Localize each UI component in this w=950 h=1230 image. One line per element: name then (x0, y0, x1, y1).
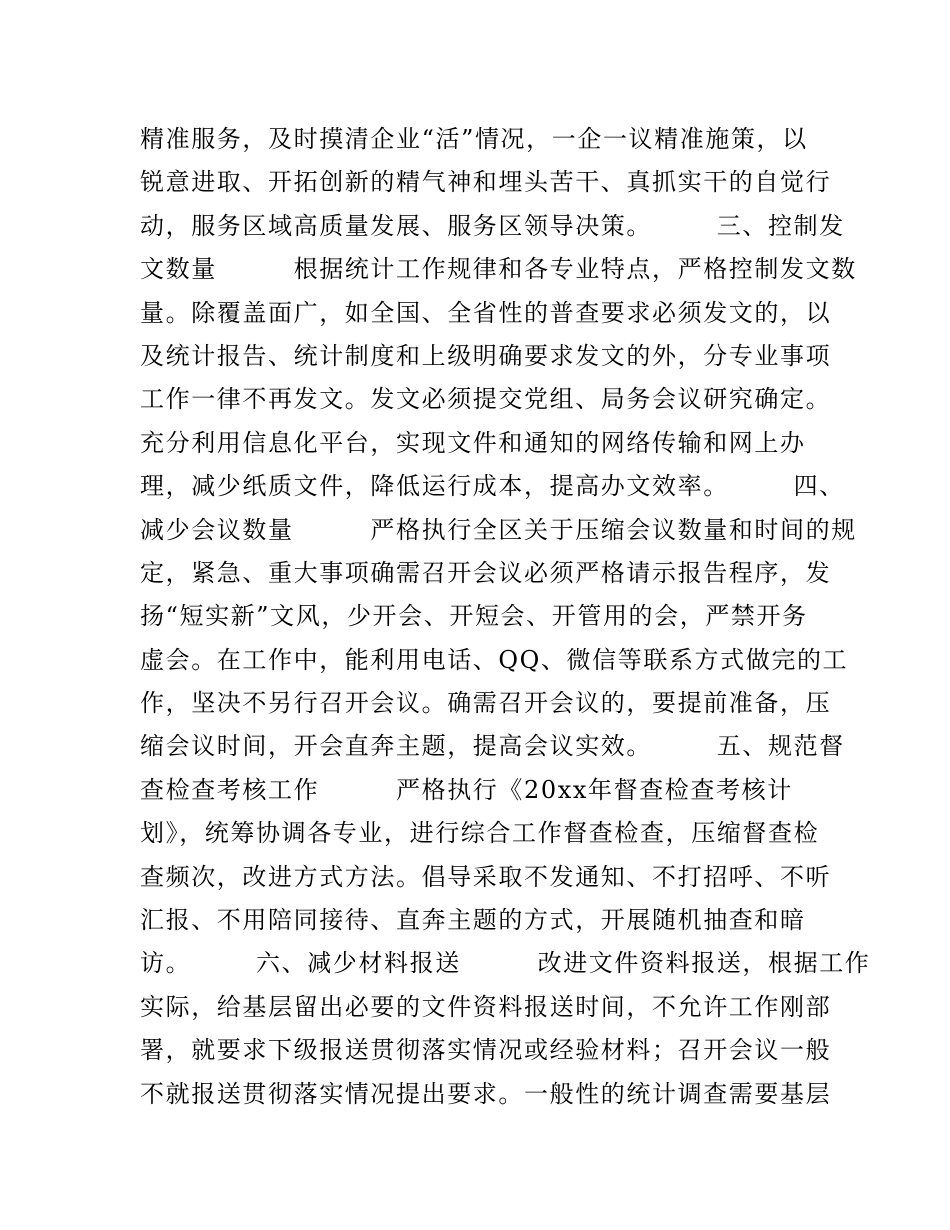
text-line: 查频次，改进方式方法。倡导采取不发通知、不打招呼、不听 (140, 862, 832, 891)
text-line: 量。除覆盖面广，如全国、全省性的普查要求必须发文的，以 (140, 298, 832, 327)
text-line: 署，就要求下级报送贯彻落实情况或经验材料；召开会议一般 (140, 1036, 832, 1065)
body-text (140, 118, 871, 1116)
text-line: 动，服务区域高质量发展、服务区领导决策。 三、控制发 (140, 211, 845, 240)
text-line: 定，紧急、重大事项确需召开会议必须严格请示报告程序，发 (140, 558, 832, 587)
text-line: 查检查考核工作 严格执行《20xx年督查检查考核计 (140, 775, 793, 804)
text-line: 充分利用信息化平台，实现文件和通知的网络传输和网上办 (140, 428, 806, 457)
text-line: 减少会议数量 严格执行全区关于压缩会议数量和时间的规 (140, 515, 857, 544)
text-line: 锐意进取、开拓创新的精气神和埋头苦干、真抓实干的自觉行 (140, 168, 832, 197)
text-line: 缩会议时间，开会直奔主题，提高会议实效。 五、规范督 (140, 732, 845, 761)
text-line: 不就报送贯彻落实情况提出要求。一般性的统计调查需要基层 (140, 1079, 832, 1108)
text-line: 文数量 根据统计工作规律和各专业特点，严格控制发文数 (140, 255, 857, 284)
text-line: 及统计报告、统计制度和上级明确要求发文的外，分专业事项 (140, 341, 832, 370)
text-line: 理，减少纸质文件，降低运行成本，提高办文效率。 四、 (140, 472, 845, 501)
text-line: 作，坚决不另行召开会议。确需召开会议的，要提前准备，压 (140, 689, 832, 718)
text-line: 虚会。在工作中，能利用电话、QQ、微信等联系方式做完的工 (140, 645, 849, 674)
text-line: 实际，给基层留出必要的文件资料报送时间，不允许工作刚部 (140, 992, 832, 1021)
text-line: 工作一律不再发文。发文必须提交党组、局务会议研究确定。 (140, 385, 832, 414)
text-line: 汇报、不用陪同接待、直奔主题的方式，开展随机抽查和暗 (140, 906, 806, 935)
text-line: 访。 六、减少材料报送 改进文件资料报送，根据工作 (140, 949, 871, 978)
text-line: 划》，统筹协调各专业，进行综合工作督查检查，压缩督查检 (140, 819, 820, 848)
text-line: 扬“短实新”文风，少开会、开短会、开管用的会，严禁开务 (140, 602, 808, 631)
text-line: 精准服务，及时摸清企业“活”情况，一企一议精准施策，以 (140, 125, 808, 153)
